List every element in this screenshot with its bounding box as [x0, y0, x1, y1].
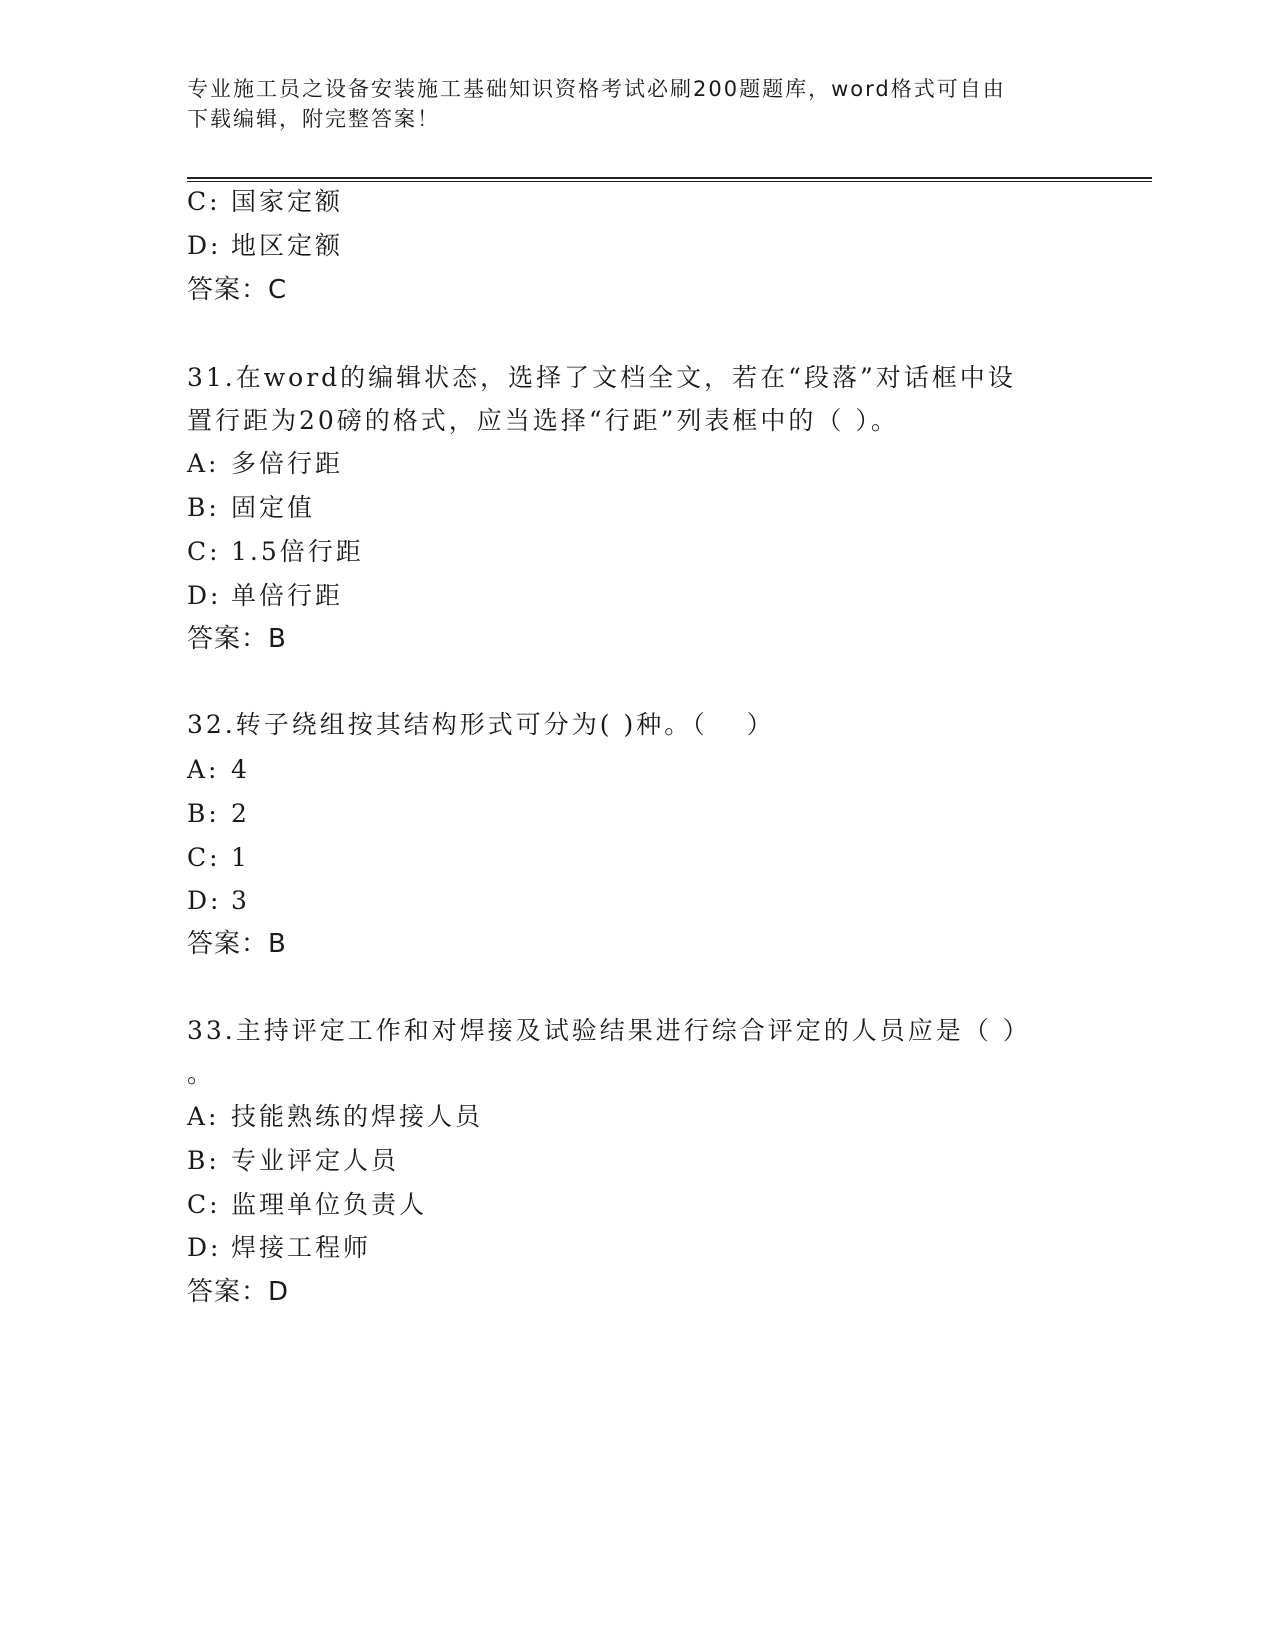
option-label: D:: [187, 886, 222, 915]
header-line-2: 下载编辑，附完整答案！: [187, 107, 440, 131]
question-31-line-2: 置行距为20磅的格式，应当选择“行距”列表框中的（ ）。: [187, 406, 899, 435]
document-header: [187, 74, 1087, 134]
option-c: [187, 842, 250, 874]
option-text: 焊接工程师: [231, 1233, 372, 1262]
option-label: A:: [187, 755, 220, 784]
option-label: A:: [187, 1102, 220, 1131]
option-text: 国家定额: [231, 187, 344, 216]
answer-line: 答案：D: [187, 1277, 290, 1307]
option-text: 单倍行距: [231, 581, 344, 610]
option-a: [187, 1101, 483, 1133]
option-c: [187, 1189, 427, 1221]
option-label: B:: [187, 493, 220, 522]
option-text: 2: [231, 799, 250, 828]
option-a: [187, 754, 250, 786]
option-label: C:: [187, 187, 221, 216]
option-b: [187, 492, 315, 524]
option-c: [187, 186, 343, 218]
option-label: B:: [187, 1146, 220, 1175]
option-c: [187, 536, 364, 568]
option-text: 地区定额: [231, 231, 344, 260]
option-label: B:: [187, 799, 220, 828]
option-b: [187, 798, 250, 830]
option-text: 固定值: [231, 493, 316, 522]
option-d: [187, 885, 250, 917]
header-line-1: 专业施工员之设备安装施工基础知识资格考试必刷200题题库，word格式可自由: [187, 77, 1006, 101]
answer-line: 答案：B: [187, 929, 287, 959]
question-31-line-1: 31.在word的编辑状态，选择了文档全文，若在“段落”对话框中设: [187, 363, 1016, 392]
option-label: A:: [187, 449, 220, 478]
option-a: [187, 448, 343, 480]
option-label: C:: [187, 537, 221, 566]
option-label: D:: [187, 1233, 222, 1262]
header-rule-thin: [187, 181, 1152, 182]
option-b: [187, 1145, 399, 1177]
question-33-line-1: 33.主持评定工作和对焊接及试验结果进行综合评定的人员应是（ ）: [187, 1016, 1031, 1045]
header-rule-thick: [187, 177, 1152, 179]
option-label: C:: [187, 1190, 221, 1219]
option-text: 技能熟练的焊接人员: [231, 1102, 484, 1131]
answer-line: 答案：B: [187, 624, 287, 654]
option-d: [187, 230, 343, 262]
option-text: 监理单位负责人: [231, 1190, 428, 1219]
option-text: 专业评定人员: [231, 1146, 400, 1175]
option-label: D:: [187, 581, 222, 610]
option-d: [187, 1232, 371, 1264]
option-text: 多倍行距: [231, 449, 344, 478]
option-text: 3: [231, 886, 250, 915]
option-label: C:: [187, 843, 221, 872]
option-text: 4: [231, 755, 250, 784]
answer-line: 答案：C: [187, 275, 288, 305]
option-label: D:: [187, 231, 222, 260]
option-d: [187, 580, 343, 612]
option-text: 1.5倍行距: [231, 537, 364, 566]
question-33-line-2: 。: [187, 1059, 216, 1088]
option-text: 1: [231, 843, 250, 872]
question-32-line-1: 32.转子绕组按其结构形式可分为( )种。（ ）: [187, 710, 775, 739]
